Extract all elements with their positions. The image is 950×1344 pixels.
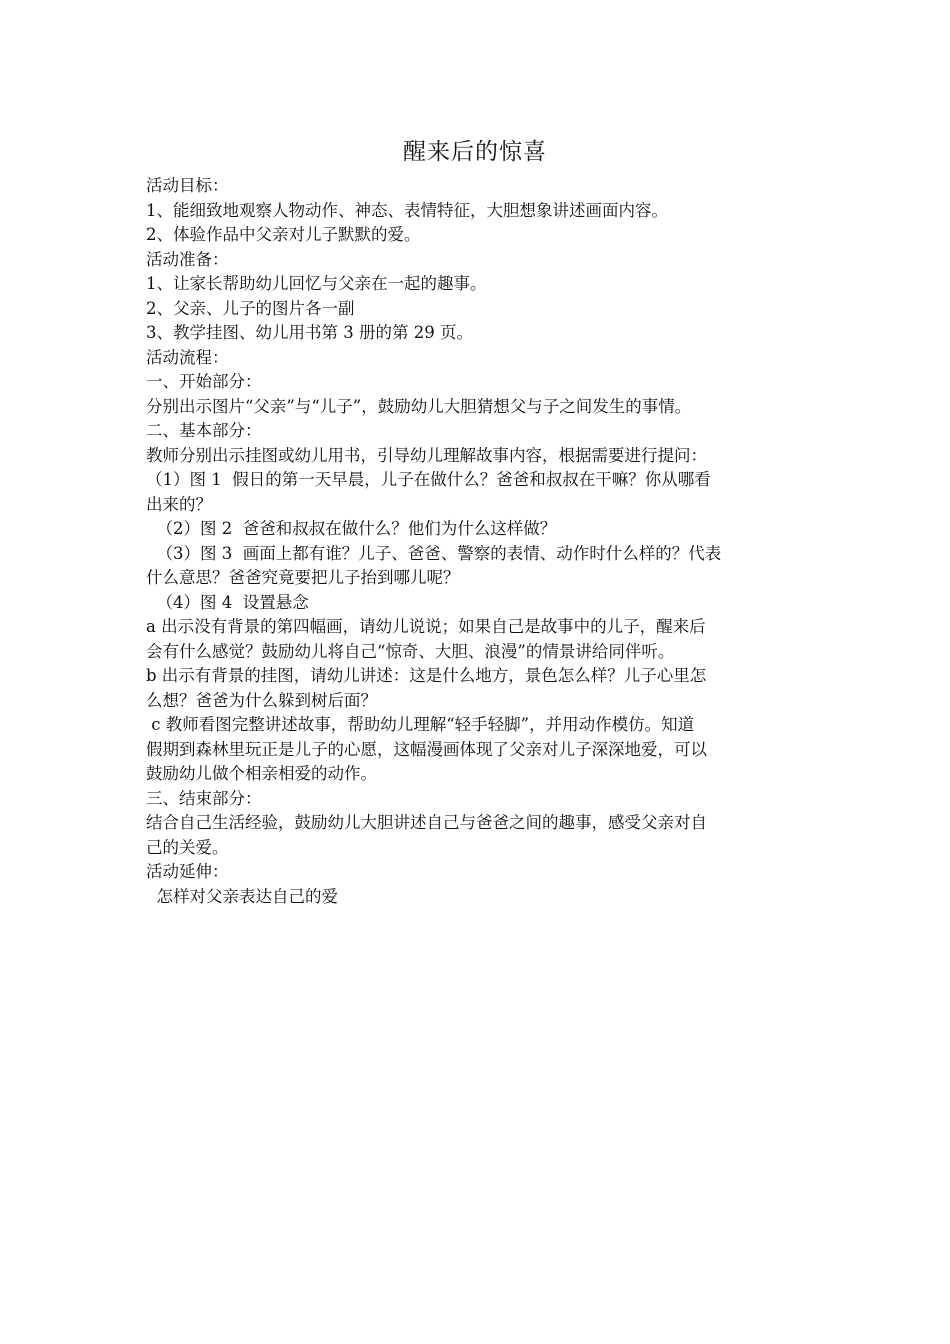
text-line: 出来的？ xyxy=(146,494,212,514)
text-line: a 出示没有背景的第四幅画，请幼儿说说；如果自己是故事中的儿子，醒来后 xyxy=(146,617,706,636)
text-line: 活动目标： xyxy=(146,176,229,195)
text-line: 活动流程： xyxy=(146,347,229,367)
text-line: 2、体验作品中父亲对儿子默默的爱。 xyxy=(146,225,421,244)
text-line: （4）图 4 设置悬念 xyxy=(146,592,309,612)
text-line: 3、教学挂图、幼儿用书第 3 册的第 29 页。 xyxy=(146,323,473,342)
text-line: 二、基本部分： xyxy=(146,421,262,440)
text-line: 怎样对父亲表达自己的爱 xyxy=(146,886,338,906)
text-line: 活动准备： xyxy=(146,249,229,269)
text-line: 鼓励幼儿做个相亲相爱的动作。 xyxy=(146,764,377,783)
document-body xyxy=(146,174,816,909)
text-line: 活动延伸： xyxy=(146,862,229,881)
text-line: 1、能细致地观察人物动作、神态、表情特征，大胆想象讲述画面内容。 xyxy=(146,200,668,220)
text-line: （2）图 2 爸爸和叔叔在做什么？他们为什么这样做？ xyxy=(146,519,557,538)
text-line: 一、开始部分： xyxy=(146,372,262,391)
text-line: 么想？爸爸为什么躲到树后面？ xyxy=(146,690,377,710)
text-line: （1）图 1 假日的第一天早晨，儿子在做什么？爸爸和叔叔在干嘛？你从哪看 xyxy=(146,470,711,489)
text-line: 结合自己生活经验，鼓励幼儿大胆讲述自己与爸爸之间的趣事，感受父亲对自 xyxy=(146,813,707,832)
text-line: 分别出示图片“父亲”与“儿子”，鼓励幼儿大胆猜想父与子之间发生的事情。 xyxy=(146,396,692,416)
text-line: 1、让家长帮助幼儿回忆与父亲在一起的趣事。 xyxy=(146,274,487,293)
text-line: b 出示有背景的挂图，请幼儿讲述：这是什么地方，景色怎么样？儿子心里怎 xyxy=(146,666,707,685)
text-line: 2、父亲、儿子的图片各一副 xyxy=(146,298,355,318)
text-line: （3）图 3 画面上都有谁？儿子、爸爸、警察的表情、动作时什么样的？代表 xyxy=(146,543,722,563)
text-line: 假期到森林里玩正是儿子的心愿，这幅漫画体现了父亲对儿子深深地爱，可以 xyxy=(146,739,707,759)
text-line: 什么意思？爸爸究竟要把儿子抬到哪儿呢？ xyxy=(146,568,460,587)
document-title: 醒来后的惊喜 xyxy=(403,139,547,165)
text-line: 己的关爱。 xyxy=(146,837,229,857)
text-line: 三、结束部分： xyxy=(146,788,262,808)
text-line: 教师分别出示挂图或幼儿用书，引导幼儿理解故事内容，根据需要进行提问： xyxy=(146,445,707,465)
text-line: c 教师看图完整讲述故事，帮助幼儿理解“轻手轻脚”，并用动作模仿。知道 xyxy=(146,715,695,734)
text-line: 会有什么感觉？鼓励幼儿将自己“惊奇、大胆、浪漫”的情景讲给同伴听。 xyxy=(146,641,675,661)
